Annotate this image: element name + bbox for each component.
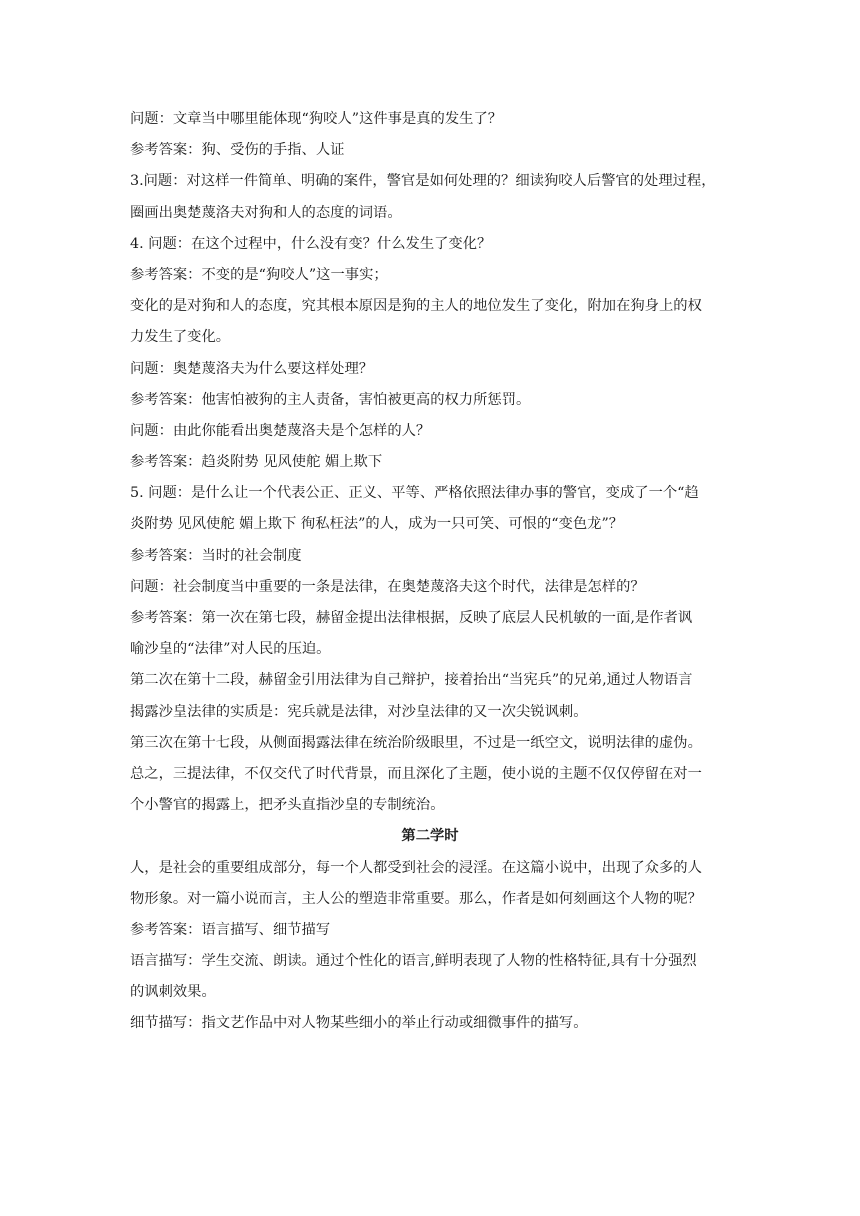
text-line: 4. 问题：在这个过程中，什么没有变？什么发生了变化？ [130, 235, 492, 252]
text-line: 人，是社会的重要组成部分，每一个人都受到社会的浸淫。在这篇小说中，出现了众多的人 [130, 859, 702, 876]
text-line: 参考答案：语言描写、细节描写 [130, 921, 331, 938]
text-line: 3.问题：对这样一件简单、明确的案件，警官是如何处理的？细读狗咬人后警官的处理过程， [130, 173, 716, 190]
text-line: 语言描写：学生交流、朗读。通过个性化的语言,鲜明表现了人物的性格特征,具有十分强烈 [130, 953, 697, 970]
text-line: 参考答案：当时的社会制度 [130, 547, 302, 564]
text-line: 问题：文章当中哪里能体现“狗咬人”这件事是真的发生了？ [130, 111, 503, 127]
text-line: 喻沙皇的“法律”对人民的压迫。 [130, 641, 331, 658]
text-line: 个小警官的揭露上，把矛头直指沙皇的专制统治。 [130, 797, 445, 814]
section-heading: 第二学时 [401, 828, 459, 845]
text-line: 参考答案：他害怕被狗的主人责备，害怕被更高的权力所惩罚。 [130, 391, 531, 408]
text-line: 参考答案：不变的是“狗咬人”这一事实； [130, 266, 388, 283]
text-line: 的讽刺效果。 [130, 984, 216, 1001]
text-line: 第二次在第十二段，赫留金引用法律为自己辩护，接着抬出“当宪兵”的兄弟,通过人物语言 [130, 672, 693, 689]
text-line: 问题：由此你能看出奥楚蔑洛夫是个怎样的人？ [130, 422, 431, 439]
text-line: 力发生了变化。 [130, 329, 231, 346]
text-line: 总之，三提法律，不仅交代了时代背景，而且深化了主题，使小说的主题不仅仅停留在对一 [130, 765, 702, 782]
text-line: 物形象。对一篇小说而言，主人公的塑造非常重要。那么，作者是如何刻画这个人物的呢？ [130, 890, 702, 907]
text-line: 炎附势 见风使舵 媚上欺下 徇私枉法”的人，成为一只可笑、可恨的“变色龙”？ [130, 516, 624, 533]
text-line: 变化的是对狗和人的态度，究其根本原因是狗的主人的地位发生了变化，附加在狗身上的权 [130, 298, 702, 315]
text-line: 参考答案：第一次在第七段，赫留金提出法律根据，反映了底层人民机敏的一面,是作者讽 [130, 610, 693, 626]
document-body [130, 104, 730, 1040]
text-line: 第三次在第十七段，从侧面揭露法律在统治阶级眼里，不过是一纸空文，说明法律的虚伪。 [130, 734, 702, 751]
text-line: 圈画出奥楚蔑洛夫对狗和人的态度的词语。 [130, 204, 402, 221]
text-line: 问题：社会制度当中重要的一条是法律，在奥楚蔑洛夫这个时代，法律是怎样的？ [130, 578, 645, 595]
text-line: 揭露沙皇法律的实质是：宪兵就是法律，对沙皇法律的又一次尖锐讽刺。 [130, 703, 588, 720]
text-line: 参考答案：狗、受伤的手指、人证 [130, 142, 345, 159]
text-line: 5. 问题：是什么让一个代表公正、正义、平等、严格依照法律办事的警官，变成了一个“趋 [130, 485, 699, 502]
text-line: 问题：奥楚蔑洛夫为什么要这样处理？ [130, 360, 374, 377]
text-line: 细节描写：指文艺作品中对人物某些细小的举止行动或细微事件的描写。 [130, 1015, 588, 1032]
text-line: 参考答案：趋炎附势 见风使舵 媚上欺下 [130, 454, 383, 471]
